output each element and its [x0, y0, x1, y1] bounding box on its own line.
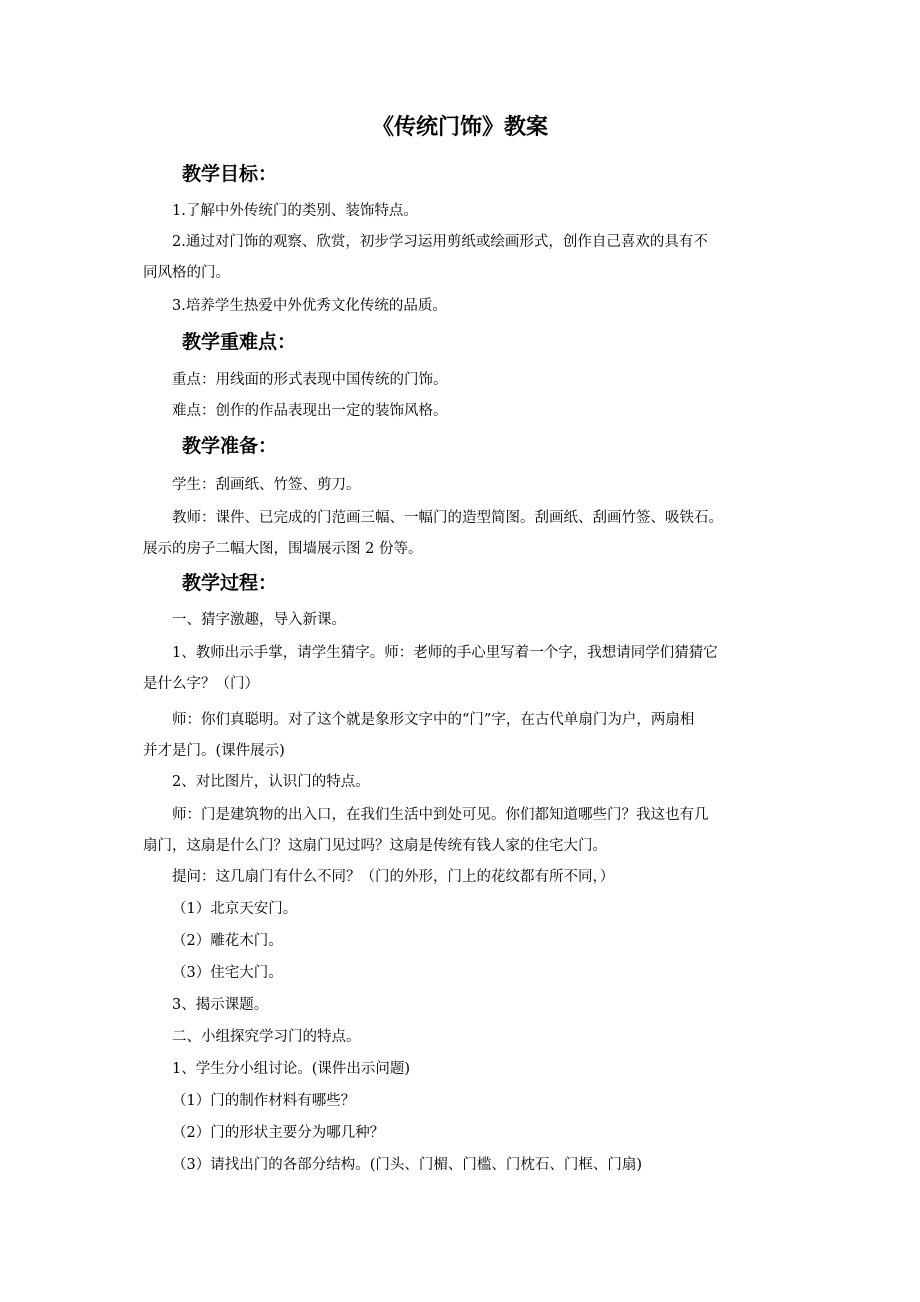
paragraph-line: 1、教师出示手掌，请学生猜字。师：老师的手心里写着一个字，我想请同学们猜猜它: [172, 645, 718, 661]
section-heading-objectives: 教学目标：: [182, 163, 278, 185]
paragraph: [143, 1118, 783, 1149]
paragraph-line: （2）门的形状主要分为哪几种？: [172, 1125, 385, 1141]
section-heading-key-points: 教学重难点：: [182, 331, 297, 353]
paragraph: [143, 196, 783, 227]
paragraph-line: 展示的房子二幅大图，围墙展示图 2 份等。: [143, 541, 423, 557]
paragraph-line: 二、小组探究学习门的特点。: [172, 1029, 361, 1045]
paragraph: [143, 227, 783, 289]
paragraph-line: （3）住宅大门。: [172, 965, 283, 981]
paragraph-line: 3、揭示课题。: [172, 997, 269, 1013]
paragraph: [143, 503, 783, 565]
paragraph: [143, 638, 783, 700]
paragraph: [143, 1086, 783, 1117]
paragraph: [143, 605, 783, 636]
paragraph: [143, 800, 783, 862]
paragraph: [143, 291, 783, 322]
paragraph: [143, 470, 783, 501]
paragraph-line: 同风格的门。: [143, 265, 230, 281]
paragraph-line: 重点：用线面的形式表现中国传统的门饰。: [172, 372, 448, 388]
paragraph: [143, 1150, 783, 1181]
paragraph: [143, 365, 783, 396]
paragraph-line: 学生：刮画纸、竹签、剪刀。: [172, 477, 361, 493]
paragraph-line: 是什么字？（门）: [143, 676, 259, 692]
paragraph: [143, 894, 783, 925]
paragraph-line: 并才是门。(课件展示): [143, 743, 285, 759]
paragraph: [143, 958, 783, 989]
paragraph: [143, 1022, 783, 1053]
paragraph-line: 教师：课件、已完成的门范画三幅、一幅门的造型简图。刮画纸、刮画竹签、吸铁石。: [172, 510, 723, 526]
paragraph-line: （2）雕花木门。: [172, 933, 283, 949]
paragraph-line: （1）北京天安门。: [172, 901, 298, 917]
paragraph-line: 扇门，这扇是什么门？这扇门见过吗？这扇是传统有钱人家的住宅大门。: [143, 838, 607, 854]
paragraph-line: （3）请找出门的各部分结构。(门头、门楣、门槛、门枕石、门框、门扇): [172, 1157, 643, 1173]
section-heading-process: 教学过程：: [182, 572, 278, 594]
paragraph-line: 师：门是建筑物的出入口，在我们生活中到处可见。你们都知道哪些门？我这也有几: [172, 807, 709, 823]
paragraph: [143, 990, 783, 1021]
paragraph: [143, 926, 783, 957]
paragraph: [143, 396, 783, 427]
paragraph: [143, 705, 783, 767]
paragraph-line: 1、学生分小组讨论。(课件出示问题): [172, 1061, 411, 1077]
paragraph-line: 难点：创作的作品表现出一定的装饰风格。: [172, 403, 448, 419]
paragraph-line: 2、对比图片，认识门的特点。: [172, 774, 370, 790]
paragraph-line: （1）门的制作材料有哪些？: [172, 1093, 356, 1109]
document-title: 《传统门饰》教案: [371, 115, 548, 140]
paragraph-line: 3.培养学生热爱中外优秀文化传统的品质。: [172, 298, 447, 314]
paragraph-line: 1.了解中外传统门的类别、装饰特点。: [172, 203, 418, 219]
paragraph: [143, 1054, 783, 1085]
section-heading-preparation: 教学准备：: [182, 435, 278, 457]
paragraph-line: 提问：这几扇门有什么不同？（门的外形，门上的花纹都有所不同，）: [172, 869, 615, 885]
paragraph-line: 2.通过对门饰的观察、欣赏，初步学习运用剪纸或绘画形式，创作自己喜欢的具有不: [172, 234, 708, 250]
paragraph-line: 一、猜字激趣，导入新课。: [172, 612, 346, 628]
paragraph-line: 师：你们真聪明。对了这个就是象形文字中的“门”字，在古代单扇门为户，两扇相: [172, 712, 695, 728]
paragraph: [143, 862, 783, 893]
paragraph: [143, 767, 783, 798]
